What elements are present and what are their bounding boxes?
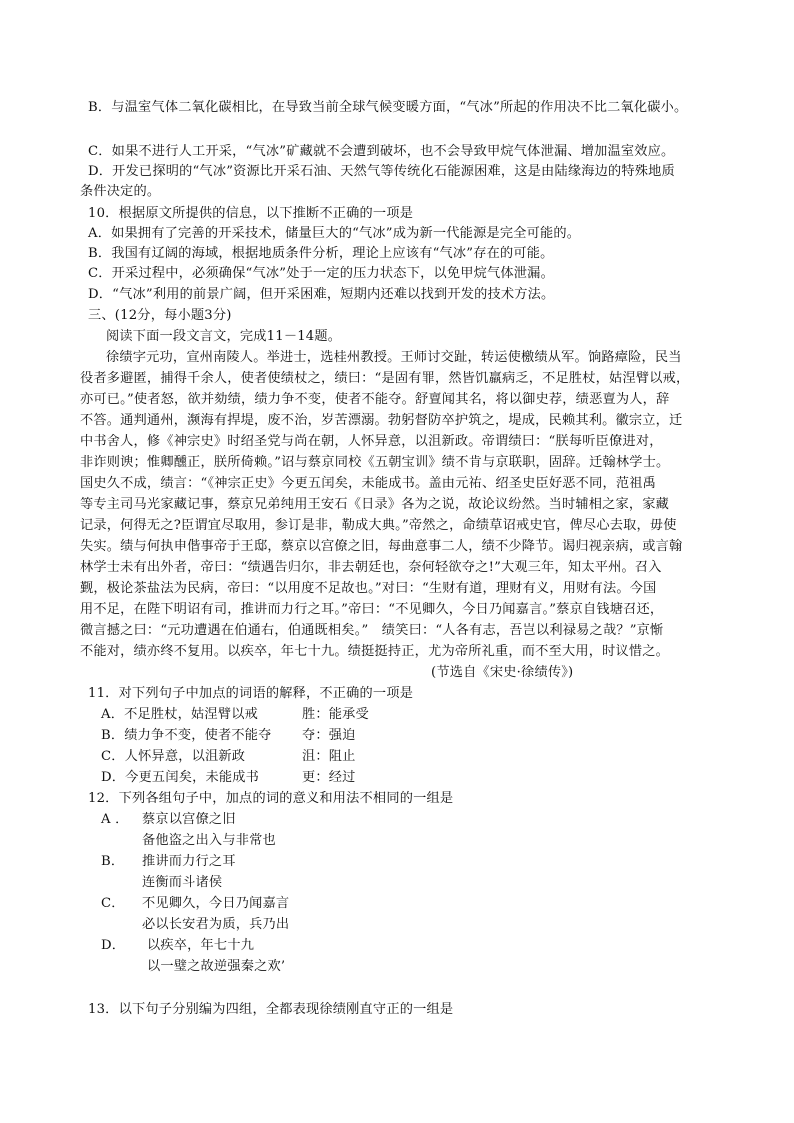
section3-instruction: 阅读下面一段文言文，完成11－14题。 xyxy=(106,329,342,344)
passage-line: 非诈则谀；惟卿醺正，朕所倚赖。”诏与蔡京同校《五朝宝训》绩不肯与京联职，固辞。迁翰林学士。 xyxy=(80,455,670,470)
q12-option-b-label: B． xyxy=(101,854,125,869)
q9-option-c: C．如果不进行人工开采，“气冰”矿藏就不会遭到破坏，也不会导致甲烷气体泄漏、增加温室效应。 xyxy=(88,144,675,159)
q11-option-c-gloss: 沮：阻止 xyxy=(302,749,356,764)
q10-option-a: A．如果拥有了完善的开采技术，储量巨大的“气冰”成为新一代能源是完全可能的。 xyxy=(88,226,581,241)
q12-option-c-line1: 不见卿久，今日乃闻嘉言 xyxy=(142,896,290,911)
q12-option-b-line1: 推讲而力行之耳 xyxy=(142,854,236,869)
passage-source: (节选自《宋史·徐绩传》) xyxy=(431,665,574,680)
passage-line: 徐绩字元功，宣州南陵人。举进士，选桂州教授。王师讨交趾，转运使檄绩从军。饷路瘴险，民当 xyxy=(106,350,682,365)
q10-stem: 10．根据原文所提供的信息，以下推断不正确的一项是 xyxy=(88,206,414,221)
passage-line: 国史久不成，绩言：“《神宗正史》今更五闰矣，未能成书。盖由元祐、绍圣史臣好恶不同，范祖禹 xyxy=(80,476,657,491)
q12-option-b-line2: 连衡而斗诸侯 xyxy=(142,875,223,890)
q10-option-b: B．我国有辽阔的海域，根据地质条件分析，理论上应该有“气冰”存在的可能。 xyxy=(88,246,554,261)
q12-option-a-line1: 蔡京以宫僚之旧 xyxy=(142,812,236,827)
q12-option-a-label: A ． xyxy=(101,812,129,827)
q11-stem: 11．对下列句子中加点的词语的解释，不正确的一项是 xyxy=(88,686,414,701)
passage-line: 役者多避匿，捕得千余人，使者使绩杖之，绩曰：“是固有罪，然皆饥羸病乏，不足胜杖，姑涅臂以戒， xyxy=(80,371,690,386)
passage-line: 等专主司马光家藏记事，蔡京兄弟纯用王安石《日录》各为之说，故论议纷然。当时辅相之家，家藏 xyxy=(80,497,670,512)
passage-line: 不答。通判通州，濒海有捍堤，废不治，岁苦漂溺。勃躬督防卒护筑之，堤成，民赖其利。徽宗立，迁 xyxy=(80,413,683,428)
q11-option-a-gloss: 胜：能承受 xyxy=(302,707,369,722)
passage-line: 用不足，在陛下明诏有司，推讲而力行之耳。”帝曰：“不见卿久，今日乃闻嘉言。”蔡京自钱塘召还， xyxy=(80,602,664,617)
passage-line: 觐，极论茶盐法为民病，帝曰：“以用度不足故也。”对曰：“生财有道，理财有义，用财有法。今国 xyxy=(80,581,657,596)
passage-line: 失实。绩与何执申偕事帝于王邸，蔡京以宫僚之旧，每曲意事二人，绩不少降节。谒归视亲病，或言翰 xyxy=(80,539,683,554)
q13-stem: 13．以下句子分别编为四组，全都表现徐绩刚直守正的一组是 xyxy=(88,1002,454,1017)
passage-line: 林学士未有出外者，帝曰：“绩遇告归尔，非去朝廷也，奈何轻欲夺之!”大观三年，知太平州。召入 xyxy=(80,560,662,575)
q10-option-c: C．开采过程中，必须确保“气冰”处于一定的压力状态下，以免甲烷气体泄漏。 xyxy=(88,266,554,281)
q11-option-b: B．绩力争不变，使者不能夺 xyxy=(101,728,272,743)
q10-option-d: D．“气冰”利用的前景广阔，但开采困难，短期内还难以找到开发的技术方法。 xyxy=(88,287,555,302)
q11-option-d: D．今更五闰矣，未能成书 xyxy=(101,770,260,785)
passage-line: 亦可已。”使者怒，欲并劾绩，绩力争不变，使者不能夺。舒亶闻其名，将以御史荐，绩恶亶为人，辞 xyxy=(80,392,670,407)
section3-heading: 三、(12分，每小题3分) xyxy=(88,308,232,323)
passage-line: 微言撼之曰：“元功遭遇在伯通右，伯通既相矣。” 绩笑曰：“人各有志，吾岂以利禄易之哉？”京惭 xyxy=(80,623,664,638)
passage-line: 记录，何得无之?臣谓宜尽取用，参订是非，勒成大典。”帝然之，命绩草诏戒史官，俾尽心去取，毋使 xyxy=(80,518,677,533)
q9-option-b: B．与温室气体二氧化碳相比，在导致当前全球气候变暖方面，“气冰”所起的作用决不比二氧化碳小。 xyxy=(88,100,688,115)
q12-stem: 12．下列各组句子中，加点的词的意义和用法不相同的一组是 xyxy=(88,791,454,806)
q12-option-d-line1: 以疾卒，年七十九 xyxy=(147,938,255,953)
q9-option-d-line1: D．开发已探明的“气冰”资源比开采石油、天然气等传统化石能源困难，这是由陆缘海边的特殊地质 xyxy=(88,164,675,179)
q11-option-c: C．人怀异意，以沮新政 xyxy=(101,749,246,764)
passage-line: 不能对，绩亦终不复用。以疾卒，年七十九。绩挺挺持正，尤为帝所礼重，而不至大用，时议惜之。 xyxy=(80,644,670,659)
q12-option-d-label: D． xyxy=(101,938,126,953)
q12-option-c-line2: 必以长安君为质，兵乃出 xyxy=(142,917,290,932)
q11-option-b-gloss: 夺：强迫 xyxy=(302,728,356,743)
q9-option-d-line2: 条件决定的。 xyxy=(80,184,161,199)
q12-option-a-line2: 备他盗之出入与非常也 xyxy=(142,833,276,848)
q12-option-d-line2: 以一璧之故逆强秦之欢’ xyxy=(147,959,286,974)
passage-line: 中书舍人，修《神宗史》时绍圣党与尚在朝，人怀异意，以沮新政。帝谓绩曰：“朕每听臣僚进对， xyxy=(80,434,663,449)
q12-option-c-label: C． xyxy=(101,896,125,911)
q11-option-a: A．不足胜杖，姑涅臂以戒 xyxy=(101,707,258,722)
q11-option-d-gloss: 更：经过 xyxy=(302,770,356,785)
